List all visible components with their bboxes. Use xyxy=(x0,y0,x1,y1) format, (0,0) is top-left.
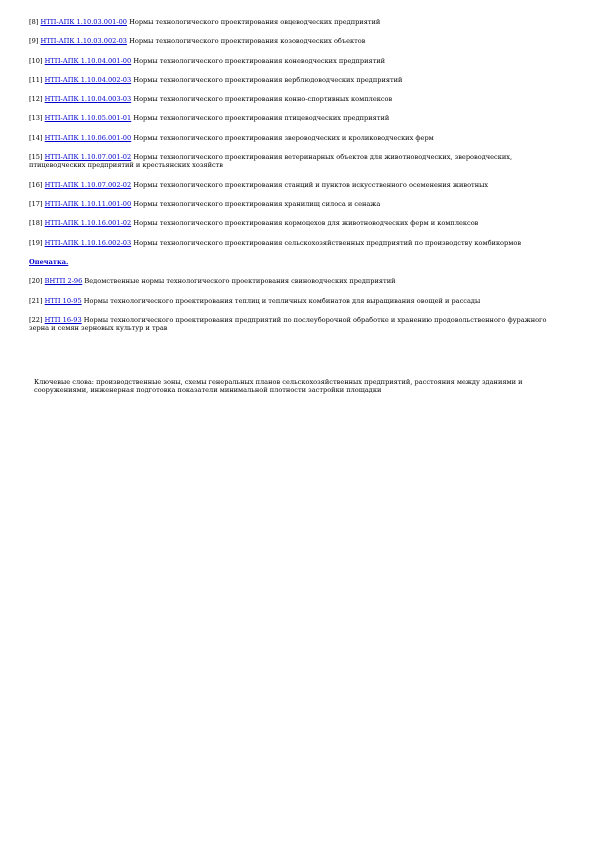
reference-list xyxy=(29,18,567,344)
reference-item xyxy=(29,277,567,285)
reference-title: Нормы технологического проектирования птицеводческих предприятий xyxy=(133,114,390,123)
errata-link[interactable]: Опечатка. xyxy=(29,257,69,266)
reference-number: [16] xyxy=(29,180,43,189)
reference-item xyxy=(29,200,567,208)
reference-title: Нормы технологического проектирования предприятий по послеуборочной обработке и хранению продовольственного фуражного зерна и семян зерновых культур и трав xyxy=(29,315,547,333)
reference-link[interactable]: НТП-АПК 1.10.04.003-03 xyxy=(44,95,132,104)
reference-number: [18] xyxy=(29,219,43,228)
reference-item xyxy=(29,153,567,170)
reference-link[interactable]: НТП-АПК 1.10.16.002-03 xyxy=(44,238,132,247)
reference-item xyxy=(29,114,567,122)
reference-title: Нормы технологического проектирования конно-спортивных комплексов xyxy=(133,95,393,104)
reference-link[interactable]: НТП-АПК 1.10.04.001-00 xyxy=(44,56,132,65)
reference-title: Нормы технологического проектирования ветеринарных объектов для животноводческих, звероводческих, птицеводческих предприятий и крестьянских хозяйств xyxy=(29,153,513,170)
reference-item xyxy=(29,76,567,84)
reference-title: Нормы технологического проектирования хранилищ силоса и сенажа xyxy=(133,200,381,209)
reference-number: [17] xyxy=(29,200,43,209)
reference-link[interactable]: НТП 10-95 xyxy=(44,296,82,305)
reference-item xyxy=(29,18,567,26)
reference-link[interactable]: ВНТП 2-96 xyxy=(44,277,83,286)
reference-number: [20] xyxy=(29,277,43,286)
reference-number: [10] xyxy=(29,56,43,65)
errata-item xyxy=(29,258,567,266)
reference-item xyxy=(29,297,567,305)
reference-number: [14] xyxy=(29,133,43,142)
reference-number: [8] xyxy=(29,18,39,26)
reference-link[interactable]: НТП-АПК 1.10.03.001-00 xyxy=(40,18,127,26)
reference-number: [12] xyxy=(29,95,43,104)
reference-item xyxy=(29,239,567,247)
reference-link[interactable]: НТП-АПК 1.10.07.001-02 xyxy=(44,153,132,162)
reference-number: [19] xyxy=(29,238,43,247)
reference-title: Нормы технологического проектирования козоводческих объектов xyxy=(129,37,366,46)
reference-title: Нормы технологического проектирования звероводческих и кролиководческих ферм xyxy=(133,133,434,142)
reference-number: [22] xyxy=(29,315,43,324)
reference-number: [15] xyxy=(29,153,43,162)
reference-link[interactable]: НТП-АПК 1.10.07.002-02 xyxy=(44,180,132,189)
reference-item xyxy=(29,57,567,65)
reference-number: [11] xyxy=(29,75,43,84)
reference-item xyxy=(29,134,567,142)
reference-title: Ведомственные нормы технологического проектирования свиноводческих предприятий xyxy=(84,277,396,286)
keywords-paragraph: Ключевые слова: производственные зоны, схемы генеральных планов сельскохозяйственных предприятий, расстояния между зданиями и сооружениями, инженерная подготовка показатели минимальной плотности застройки площадки xyxy=(34,378,523,395)
reference-item xyxy=(29,181,567,189)
reference-number: [21] xyxy=(29,296,43,305)
reference-link[interactable]: НТП 16-93 xyxy=(44,315,82,324)
reference-link[interactable]: НТП-АПК 1.10.03.002-03 xyxy=(40,37,127,46)
reference-title: Нормы технологического проектирования станций и пунктов искусственного осеменения животных xyxy=(133,180,489,189)
reference-link[interactable]: НТП-АПК 1.10.06.001-00 xyxy=(44,133,132,142)
reference-link[interactable]: НТП-АПК 1.10.05.001-01 xyxy=(44,114,132,123)
reference-item xyxy=(29,219,567,227)
reference-link[interactable]: НТП-АПК 1.10.11.001-00 xyxy=(44,200,132,209)
reference-title: Нормы технологического проектирования коневодческих предприятий xyxy=(133,56,386,65)
reference-title: Нормы технологического проектирования овцеводческих предприятий xyxy=(129,18,381,26)
reference-item xyxy=(29,95,567,103)
reference-link[interactable]: НТП-АПК 1.10.16.001-02 xyxy=(44,219,132,228)
reference-number: [9] xyxy=(29,37,39,46)
reference-link[interactable]: НТП-АПК 1.10.04.002-03 xyxy=(44,75,132,84)
reference-title: Нормы технологического проектирования верблюдоводческих предприятий xyxy=(133,75,403,84)
reference-title: Нормы технологического проектирования теплиц и тепличных комбинатов для выращивания овощей и рассады xyxy=(83,296,481,305)
reference-number: [13] xyxy=(29,114,43,123)
reference-item xyxy=(29,316,567,333)
reference-title: Нормы технологического проектирования сельскохозяйственных предприятий по производству комбикормов xyxy=(133,238,522,247)
reference-title: Нормы технологического проектирования кормоцехов для животноводческих ферм и комплексов xyxy=(133,219,479,228)
reference-item xyxy=(29,37,567,45)
